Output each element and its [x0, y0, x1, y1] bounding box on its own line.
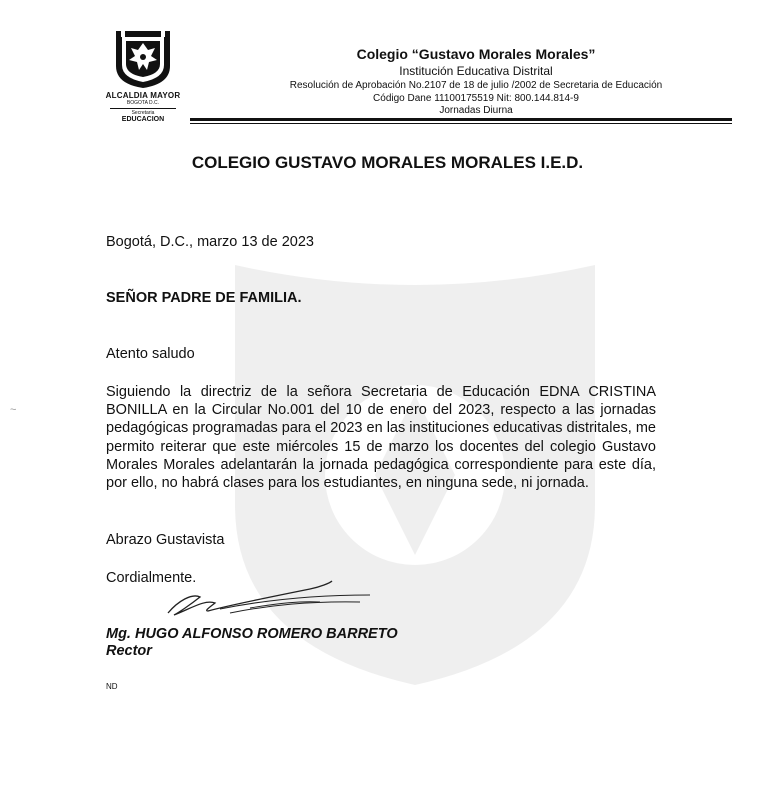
typist-initials: ND — [106, 682, 118, 691]
letter-closing-1: Abrazo Gustavista — [106, 532, 225, 548]
logo-bogota-text: BOGOTA D.C. — [126, 100, 160, 106]
scan-mark: ~ — [10, 404, 17, 416]
logo-secretaria-text: Secretaria — [131, 110, 155, 116]
logo-alcaldia-text: ALCALDIA MAYOR — [105, 91, 181, 100]
logo-divider — [110, 108, 176, 109]
institution-type: Institución Educativa Distrital — [399, 64, 553, 78]
letter-salutation: SEÑOR PADRE DE FAMILIA. — [106, 290, 302, 306]
letter-greeting: Atento saludo — [106, 346, 195, 362]
shift-line: Jornadas Diurna — [439, 105, 513, 116]
letter-date: Bogotá, D.C., marzo 13 de 2023 — [106, 234, 314, 250]
school-name: Colegio “Gustavo Morales Morales” — [356, 46, 596, 62]
alcaldia-logo — [100, 28, 186, 124]
resolution-line: Resolución de Aprobación No.2107 de 18 de julio /2002 de Secretaria de Educación — [289, 80, 663, 91]
header-rule-thin — [190, 123, 732, 124]
letter-closing-2: Cordialmente. — [106, 570, 197, 586]
signer-name: Mg. HUGO ALFONSO ROMERO BARRETO — [106, 626, 398, 642]
document-title: COLEGIO GUSTAVO MORALES MORALES I.E.D. — [191, 153, 584, 172]
signer-role: Rector — [106, 643, 152, 659]
logo-educacion-text: EDUCACION — [121, 116, 165, 123]
codes-line: Código Dane 11100175519 Nit: 800.144.814-9 — [373, 93, 579, 104]
coat-of-arms-icon — [113, 28, 173, 90]
letter-body: Siguiendo la directriz de la señora Secretaria de Educación EDNA CRISTINA BONILLA en la Circular No.001 del 10 de enero del 2023, respecto a las jornadas pedagógicas programadas para el 2023 en las instituciones educativas distritales, me permito reiterar que este miércoles 15 de marzo los docentes del colegio Gustavo Morales Morales adelantarán la jornada pedagógica correspondiente para este día, por ello, no habrá clases para los estudiantes, en ninguna sede, ni jornada. — [106, 384, 656, 492]
header-rule-thick — [190, 118, 732, 121]
